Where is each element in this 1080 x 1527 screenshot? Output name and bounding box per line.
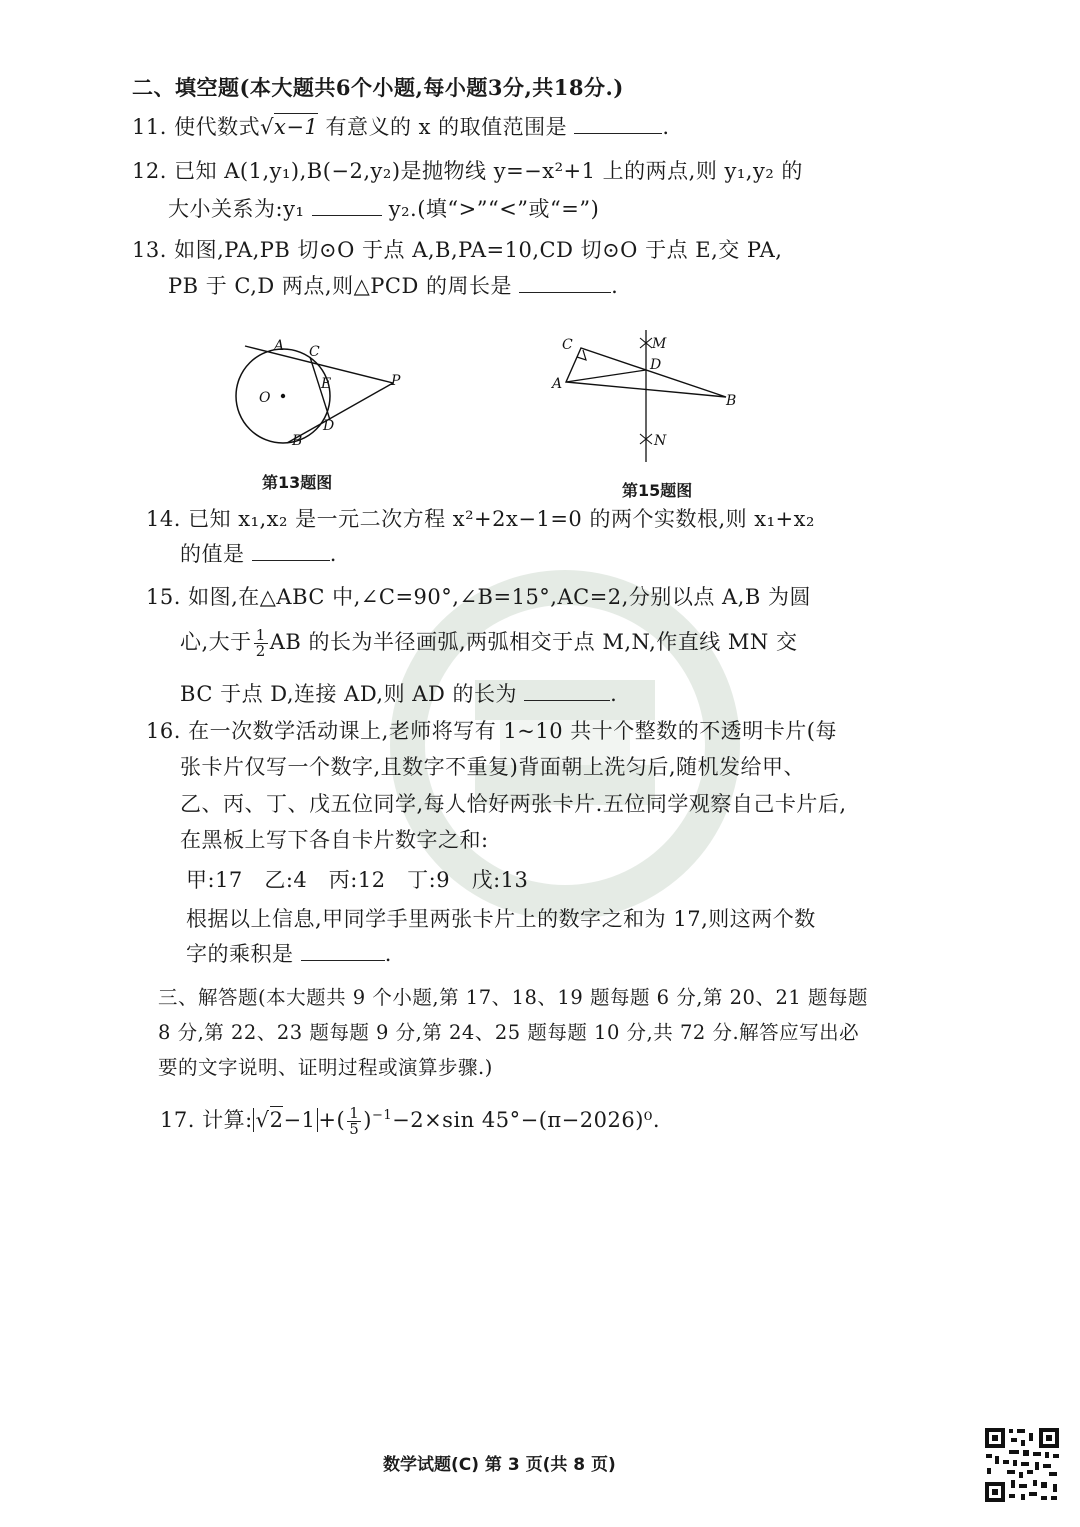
q11-suffix: 有意义的 x 的取值范围是	[325, 115, 568, 139]
sum-jia: 甲:17	[186, 868, 243, 892]
q15-fraction-numerator: 1	[255, 626, 266, 644]
question-16-line1: 16. 在一次数学活动课上,老师将写有 1~10 共十个整数的不透明卡片(每	[146, 719, 837, 743]
question-16-line3: 乙、丙、丁、戊五位同学,每人恰好两张卡片.五位同学观察自己卡片后,	[180, 792, 847, 816]
q17-exponent: −1	[371, 1108, 393, 1123]
question-14-line1: 14. 已知 x₁,x₂ 是一元二次方程 x²+2x−1=0 的两个实数根,则 x₁+x₂	[146, 507, 815, 531]
fig13-label-D: D	[323, 418, 335, 434]
section-3-header-line1: 三、解答题(本大题共 9 个小题,第 17、18、19 题每题 6 分,第 20、21 题每题	[158, 986, 868, 1009]
q14-line2-prefix: 的值是	[180, 542, 245, 566]
q15-line2-suffix: AB 的长为半径画弧,两弧相交于点 M,N,作直线 MN 交	[269, 630, 798, 654]
q15-line2-prefix: 心,大于	[180, 630, 252, 654]
question-12-line2	[168, 195, 599, 223]
fig15-label-M: M	[652, 336, 667, 352]
q17-absolute-value: √2−1	[253, 1108, 319, 1132]
sum-ding: 丁:9	[407, 868, 451, 892]
q17-radicand: 2	[269, 1108, 284, 1132]
sum-yi: 乙:4	[264, 868, 308, 892]
fig15-label-C: C	[562, 337, 573, 353]
section-3-header-line2: 8 分,第 22、23 题每题 9 分,第 24、25 题每题 10 分,共 72 分.解答应写出必	[158, 1021, 860, 1044]
fig13-label-A: A	[274, 338, 285, 354]
question-15-line1: 15. 如图,在△ABC 中,∠C=90°,∠B=15°,AC=2,分别以点 A,B 为圆	[146, 585, 811, 609]
q13-end: .	[611, 274, 619, 298]
q15-end: .	[610, 682, 618, 706]
q11-radicand: x−1	[273, 115, 319, 139]
fig15-label-A: A	[552, 376, 563, 392]
fig13-label-O: O	[259, 390, 271, 406]
fig15-segment-AD	[566, 370, 646, 382]
question-14-line2	[180, 540, 337, 568]
question-11: 11. 使代数式√x−1 有意义的 x 的取值范围是 .	[132, 115, 670, 139]
figure-15-caption: 第15题图	[622, 481, 693, 500]
q13-answer-blank[interactable]	[519, 272, 611, 293]
question-13-line2	[168, 272, 618, 300]
q16-line7-prefix: 字的乘积是	[186, 942, 294, 966]
q17-prefix: 计算:	[202, 1108, 253, 1132]
q15-fraction	[254, 628, 268, 659]
fig13-label-C: C	[309, 344, 320, 360]
q12-line2-suffix: y₂.(填“>”“<”或“=”)	[388, 197, 600, 221]
question-13-line1: 13. 如图,PA,PB 切⊙O 于点 A,B,PA=10,CD 切⊙O 于点 E,交 PA,	[132, 238, 783, 262]
q11-prefix: 使代数式	[174, 115, 261, 139]
q15-line3-prefix: BC 于点 D,连接 AD,则 AD 的长为	[180, 682, 517, 706]
figure-13-caption: 第13题图	[262, 473, 333, 492]
q11-number: 11.	[132, 115, 167, 139]
question-16-line2: 张卡片仅写一个数字,且数字不重复)背面朝上洗匀后,随机发给甲、	[180, 755, 806, 779]
q17-minus-one: −1	[283, 1108, 316, 1132]
q13-line2-prefix: PB 于 C,D 两点,则△PCD 的周长是	[168, 274, 512, 298]
question-16-sums	[186, 866, 528, 894]
q16-answer-blank[interactable]	[301, 940, 385, 961]
fig13-label-B: B	[292, 433, 303, 449]
fig13-center-dot	[281, 394, 285, 398]
q12-line2-prefix: 大小关系为:y₁	[168, 197, 305, 221]
q11-answer-blank[interactable]	[574, 113, 662, 134]
q17-fraction	[347, 1106, 361, 1137]
page-footer: 数学试题(C) 第 3 页(共 8 页)	[383, 1455, 616, 1475]
q11-end: .	[662, 115, 670, 139]
fig15-label-D: D	[650, 357, 662, 373]
sum-bing: 丙:12	[328, 868, 386, 892]
fig13-label-E: E	[321, 376, 332, 392]
q16-end: .	[384, 942, 392, 966]
fig15-label-N: N	[654, 433, 667, 449]
sum-wu: 戊:13	[471, 868, 529, 892]
q17-suffix: −2×sin 45°−(π−2026)⁰.	[392, 1108, 661, 1132]
question-16-line7	[186, 940, 392, 968]
fig13-label-P: P	[391, 373, 401, 389]
figure-15-diagram	[548, 322, 748, 467]
section-3-header-line3: 要的文字说明、证明过程或演算步骤.)	[158, 1056, 493, 1079]
fig15-label-B: B	[726, 393, 737, 409]
qr-code-icon	[983, 1426, 1061, 1504]
section-2-header: 二、填空题(本大题共6个小题,每小题3分,共18分.)	[132, 75, 624, 100]
q15-answer-blank[interactable]	[524, 680, 610, 701]
q15-fraction-denominator: 2	[255, 642, 266, 660]
question-17: 17. 计算: √2−1 +( $\frac{1}{5}$ )$^{-1}$−2×sin 45°−(π−2026)⁰.	[160, 1104, 661, 1138]
figure-13-diagram	[225, 330, 415, 460]
q17-fraction-numerator: 1	[349, 1104, 360, 1122]
q17-plus: +(	[318, 1108, 346, 1132]
question-16-line4: 在黑板上写下各自卡片数字之和:	[180, 828, 489, 852]
q17-number: 17.	[160, 1108, 195, 1132]
q12-answer-blank[interactable]	[312, 195, 382, 216]
question-16-line6: 根据以上信息,甲同学手里两张卡片上的数字之和为 17,则这两个数	[186, 907, 816, 931]
question-15-line3	[180, 680, 617, 708]
q14-end: .	[329, 542, 337, 566]
question-12-line1: 12. 已知 A(1,y₁),B(−2,y₂)是抛物线 y=−x²+1 上的两点,则 y₁,y₂ 的	[132, 159, 803, 183]
q17-fraction-denominator: 5	[349, 1120, 360, 1138]
question-15-line2	[180, 628, 797, 659]
q14-answer-blank[interactable]	[252, 540, 330, 561]
fig13-tangent-PB	[287, 383, 393, 443]
